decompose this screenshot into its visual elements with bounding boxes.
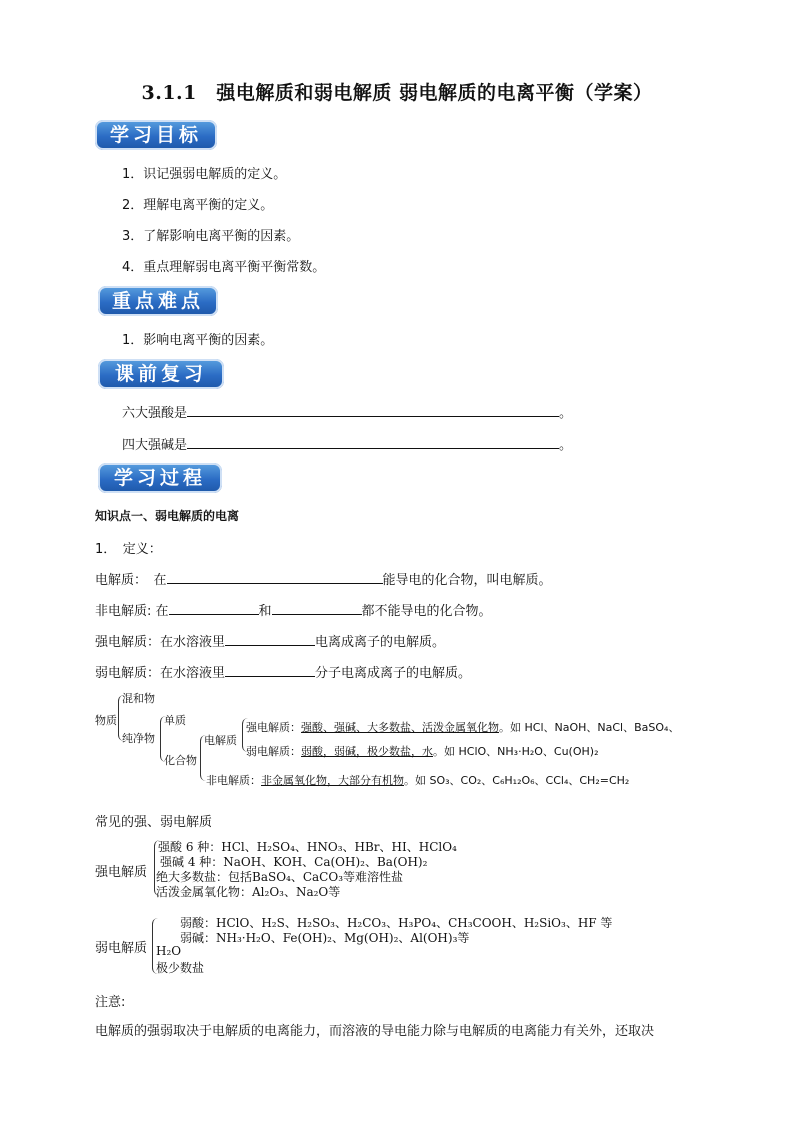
sentence-end: 。 bbox=[559, 438, 573, 453]
text: 强电解质： bbox=[246, 721, 301, 734]
review-acids-label: 六大强酸是 bbox=[122, 406, 188, 421]
tree-weak bbox=[246, 743, 598, 759]
text: 都不能导电的化合物。 bbox=[361, 604, 492, 619]
tree-pure: 纯净物 bbox=[122, 732, 155, 745]
nonelectrolyte-definition bbox=[95, 600, 492, 619]
weak-electrolyte-label: 弱电解质 bbox=[95, 941, 148, 956]
key-points-badge: 重点难点 bbox=[98, 286, 218, 316]
text: 。如 HClO、NH₃·H₂O、Cu(OH)₂ bbox=[433, 745, 599, 758]
tree-mixture: 混和物 bbox=[122, 692, 155, 705]
answer-blank[interactable] bbox=[225, 631, 315, 646]
text: 电离成离子的电解质。 bbox=[315, 635, 446, 650]
answer-blank[interactable] bbox=[272, 600, 362, 615]
section-heading: 知识点一、弱电解质的电离 bbox=[95, 509, 240, 523]
text: 弱电解质：在水溶液里 bbox=[95, 666, 226, 681]
strong-list-item: 绝大多数盐：包括BaSO₄、CaCO₃等难溶性盐 bbox=[156, 870, 404, 884]
text: 和 bbox=[258, 604, 272, 619]
goal-item: 3．了解影响电离平衡的因素。 bbox=[122, 229, 300, 244]
review-acids-line bbox=[122, 402, 572, 421]
goal-item: 2．理解电离平衡的定义。 bbox=[122, 198, 274, 213]
electrolyte-definition bbox=[95, 569, 552, 588]
weak-electrolyte-definition bbox=[95, 662, 471, 681]
strong-list-item: 强碱 4 种：NaOH、KOH、Ca(OH)₂、Ba(OH)₂ bbox=[160, 855, 428, 869]
common-heading: 常见的强、弱电解质 bbox=[95, 815, 213, 830]
process-badge: 学习过程 bbox=[98, 463, 222, 493]
text: 非电解质： bbox=[206, 774, 261, 787]
text: 。如 SO₃、CO₂、C₆H₁₂O₆、CCl₄、CH₂=CH₂ bbox=[404, 774, 630, 787]
note-text: 电解质的强弱取决于电解质的电离能力，而溶液的导电能力除与电解质的电离能力有关外，还取决 bbox=[95, 1024, 655, 1039]
review-bases-label: 四大强碱是 bbox=[122, 438, 188, 453]
review-bases-line bbox=[122, 434, 572, 453]
answer-blank[interactable] bbox=[167, 569, 383, 584]
page-title: 3.1.1 强电解质和弱电解质 弱电解质的电离平衡（学案） bbox=[141, 82, 653, 104]
weak-list-item: 弱酸：HClO、H₂S、H₂SO₃、H₂CO₃、H₃PO₄、CH₃COOH、H₂SiO₃、HF 等 bbox=[180, 916, 613, 930]
text: 电解质： 在 bbox=[95, 573, 167, 588]
strong-electrolyte-label: 强电解质 bbox=[95, 865, 148, 880]
text: 分子电离成离子的电解质。 bbox=[315, 666, 472, 681]
weak-list-item: 极少数盐 bbox=[156, 961, 205, 975]
sentence-end: 。 bbox=[559, 406, 573, 421]
text: 强酸、强碱、大多数盐、活泼金属氧化物 bbox=[301, 721, 499, 734]
goal-item: 1．识记强弱电解质的定义。 bbox=[122, 167, 287, 182]
tree-matter: 物质 bbox=[95, 714, 117, 727]
tree-nonelectrolyte bbox=[206, 772, 629, 788]
text: 非金属氧化物，大部分有机物 bbox=[261, 774, 404, 787]
goal-item: 4．重点理解弱电离平衡平衡常数。 bbox=[122, 260, 326, 275]
text: 非电解质: 在 bbox=[95, 604, 169, 619]
text: 弱酸，弱碱，极少数盐，水 bbox=[301, 745, 433, 758]
answer-blank[interactable] bbox=[187, 402, 559, 417]
strong-list-item: 强酸 6 种：HCl、H₂SO₄、HNO₃、HBr、HI、HClO₄ bbox=[158, 840, 457, 854]
review-badge: 课前复习 bbox=[98, 359, 224, 389]
tree-element: 单质 bbox=[164, 714, 186, 727]
answer-blank[interactable] bbox=[225, 662, 315, 677]
goals-badge: 学习目标 bbox=[95, 120, 217, 150]
definition-label: 1． 定义： bbox=[95, 542, 162, 557]
tree-strong bbox=[246, 719, 679, 735]
key-point-item: 1．影响电离平衡的因素。 bbox=[122, 333, 274, 348]
weak-list-item: 弱碱：NH₃·H₂O、Fe(OH)₂、Mg(OH)₂、Al(OH)₃等 bbox=[180, 931, 470, 945]
weak-list-item: H₂O bbox=[156, 944, 182, 958]
text: 弱电解质： bbox=[246, 745, 301, 758]
tree-electrolyte: 电解质 bbox=[204, 734, 237, 747]
tree-compound: 化合物 bbox=[164, 754, 197, 767]
strong-list-item: 活泼金属氧化物：Al₂O₃、Na₂O等 bbox=[156, 885, 341, 899]
answer-blank[interactable] bbox=[169, 600, 259, 615]
answer-blank[interactable] bbox=[187, 434, 559, 449]
note-heading: 注意: bbox=[95, 995, 126, 1010]
text: 能导电的化合物，叫电解质。 bbox=[382, 573, 552, 588]
text: 。如 HCl、NaOH、NaCl、BaSO₄、 bbox=[499, 721, 680, 734]
text: 强电解质：在水溶液里 bbox=[95, 635, 226, 650]
strong-electrolyte-definition bbox=[95, 631, 445, 650]
